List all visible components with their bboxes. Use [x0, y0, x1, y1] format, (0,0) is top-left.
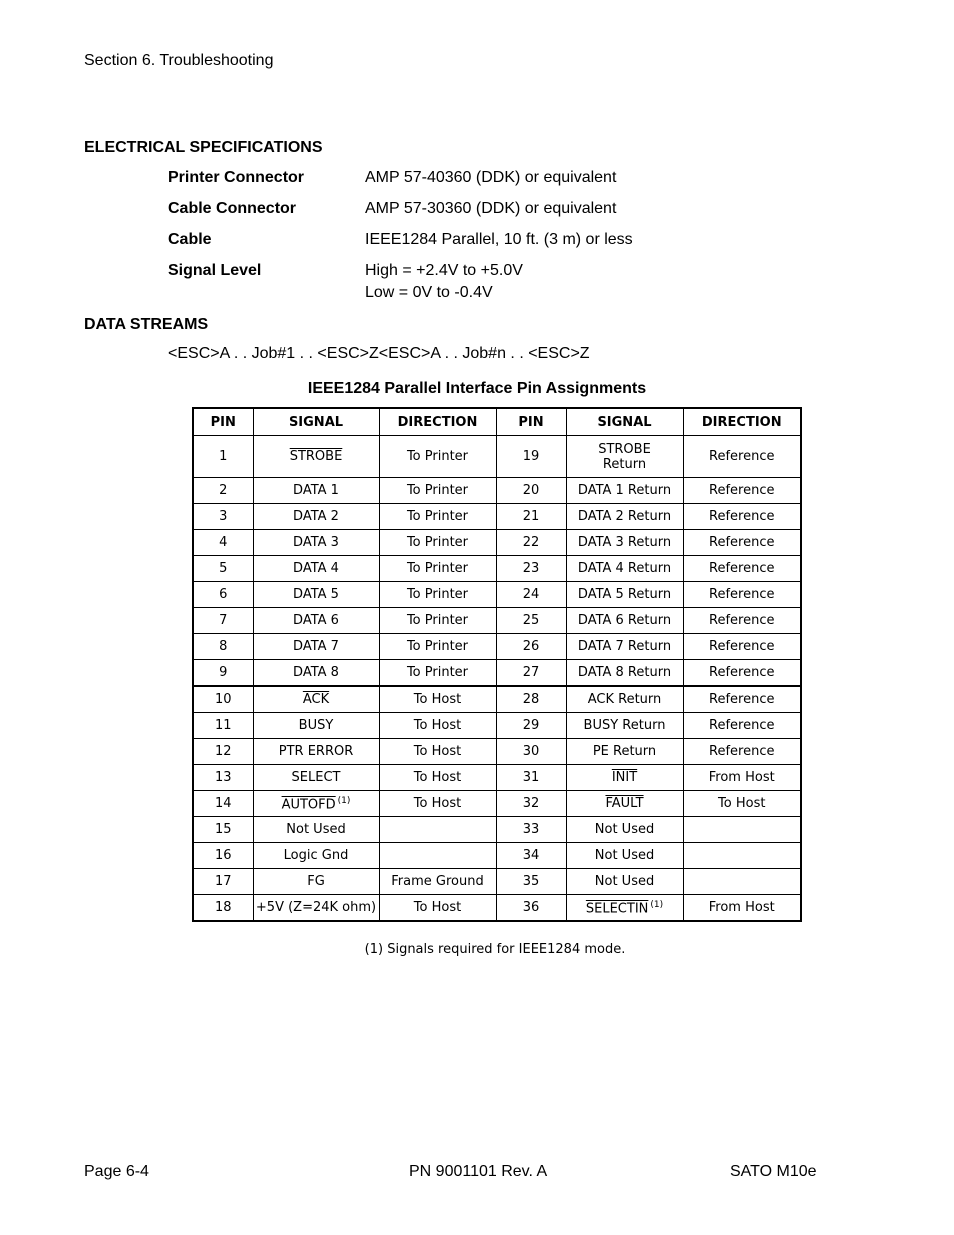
- table-cell: 35: [496, 869, 566, 895]
- spec-label-cable-connector: Cable Connector: [168, 200, 297, 217]
- table-cell: DATA 4: [253, 556, 379, 582]
- footer-model: SATO M10e: [730, 1163, 817, 1180]
- table-cell: DATA 1 Return: [566, 478, 683, 504]
- table-row: [193, 869, 801, 895]
- table-cell: 12: [193, 739, 253, 765]
- table-cell: To Printer: [379, 556, 496, 582]
- table-row: [193, 530, 801, 556]
- table-cell: [253, 791, 379, 817]
- table-cell: Reference: [683, 436, 801, 478]
- table-cell: 27: [496, 660, 566, 687]
- table-row: [193, 608, 801, 634]
- table-cell: 33: [496, 817, 566, 843]
- table-cell: Reference: [683, 660, 801, 687]
- table-row: [193, 660, 801, 687]
- electrical-specs-heading: ELECTRICAL SPECIFICATIONS: [84, 139, 323, 156]
- table-row: [193, 791, 801, 817]
- table-cell: [566, 895, 683, 922]
- table-cell: DATA 7: [253, 634, 379, 660]
- table-row: [193, 556, 801, 582]
- table-footnote: (1) Signals required for IEEE1284 mode.: [364, 942, 626, 957]
- table-cell: To Host: [379, 791, 496, 817]
- active-low-signal-name: AUTOFD: [281, 797, 336, 813]
- table-cell: PE Return: [566, 739, 683, 765]
- table-cell: [566, 791, 683, 817]
- table-cell: To Printer: [379, 478, 496, 504]
- table-row: [193, 504, 801, 530]
- table-cell: DATA 5: [253, 582, 379, 608]
- table-cell: 29: [496, 713, 566, 739]
- table-cell: 11: [193, 713, 253, 739]
- table-cell: 13: [193, 765, 253, 791]
- table-cell: 28: [496, 686, 566, 713]
- table-cell: To Printer: [379, 530, 496, 556]
- table-cell: [379, 817, 496, 843]
- table-cell: Reference: [683, 504, 801, 530]
- table-cell: [566, 765, 683, 791]
- table-cell: 18: [193, 895, 253, 922]
- table-cell: DATA 3 Return: [566, 530, 683, 556]
- table-row: [193, 582, 801, 608]
- data-streams-heading: DATA STREAMS: [84, 316, 209, 333]
- table-cell: 1: [193, 436, 253, 478]
- spec-value-cable-connector: AMP 57-30360 (DDK) or equivalent: [365, 200, 617, 217]
- table-cell: DATA 6 Return: [566, 608, 683, 634]
- table-cell: Logic Gnd: [253, 843, 379, 869]
- active-low-signal-name: SELECTIN: [585, 901, 649, 917]
- table-cell: Reference: [683, 713, 801, 739]
- table-row: [193, 817, 801, 843]
- table-cell: 10: [193, 686, 253, 713]
- table-cell: [683, 869, 801, 895]
- table-cell: 17: [193, 869, 253, 895]
- table-cell: To Host: [379, 739, 496, 765]
- table-cell: DATA 8 Return: [566, 660, 683, 687]
- table-cell: 5: [193, 556, 253, 582]
- table-cell: DATA 5 Return: [566, 582, 683, 608]
- table-row: [193, 739, 801, 765]
- table-cell: To Printer: [379, 436, 496, 478]
- table-cell: 4: [193, 530, 253, 556]
- table-cell: FG: [253, 869, 379, 895]
- table-cell: DATA 3: [253, 530, 379, 556]
- table-cell: Reference: [683, 530, 801, 556]
- table-cell: ACK Return: [566, 686, 683, 713]
- table-cell: PTR ERROR: [253, 739, 379, 765]
- table-cell: To Printer: [379, 504, 496, 530]
- table-cell: [683, 843, 801, 869]
- table-cell: To Host: [379, 895, 496, 922]
- table-cell: Frame Ground: [379, 869, 496, 895]
- table-cell: 22: [496, 530, 566, 556]
- table-row: [193, 478, 801, 504]
- column-header: SIGNAL: [566, 408, 683, 436]
- table-cell: To Printer: [379, 660, 496, 687]
- table-cell: To Host: [683, 791, 801, 817]
- table-cell: [683, 817, 801, 843]
- pin-table-body: [193, 436, 801, 922]
- table-cell: Reference: [683, 478, 801, 504]
- table-cell: Not Used: [566, 869, 683, 895]
- table-cell: DATA 6: [253, 608, 379, 634]
- table-cell: Reference: [683, 634, 801, 660]
- table-header-row: [193, 408, 801, 436]
- table-title: IEEE1284 Parallel Interface Pin Assignments: [307, 380, 647, 397]
- active-low-signal-name: STROBE: [289, 449, 343, 464]
- spec-value-printer-connector: AMP 57-40360 (DDK) or equivalent: [365, 169, 617, 186]
- table-cell: [253, 436, 379, 478]
- table-cell: 36: [496, 895, 566, 922]
- table-row: [193, 713, 801, 739]
- active-low-signal-name: $\overline{ACK}$: [302, 692, 330, 707]
- table-row: [193, 686, 801, 713]
- table-cell: 26: [496, 634, 566, 660]
- table-cell: 8: [193, 634, 253, 660]
- table-cell: 15: [193, 817, 253, 843]
- table-cell: BUSY: [253, 713, 379, 739]
- column-header: DIRECTION: [683, 408, 801, 436]
- pin-assignment-table: [192, 407, 802, 922]
- table-cell: To Printer: [379, 608, 496, 634]
- table-row: [193, 895, 801, 922]
- table-cell: Not Used: [253, 817, 379, 843]
- table-cell: To Printer: [379, 582, 496, 608]
- table-cell: 20: [496, 478, 566, 504]
- table-cell: 7: [193, 608, 253, 634]
- table-cell: Not Used: [566, 843, 683, 869]
- table-cell: 30: [496, 739, 566, 765]
- table-cell: DATA 2: [253, 504, 379, 530]
- table-cell: DATA 2 Return: [566, 504, 683, 530]
- table-cell: 14: [193, 791, 253, 817]
- table-cell: To Host: [379, 713, 496, 739]
- column-header: PIN: [496, 408, 566, 436]
- table-cell: 2: [193, 478, 253, 504]
- table-cell: +5V (Z=24K ohm): [253, 895, 379, 922]
- active-low-signal-name: FAULT: [605, 796, 644, 811]
- table-cell: SELECT: [253, 765, 379, 791]
- table-cell: Reference: [683, 556, 801, 582]
- spec-value-cable: IEEE1284 Parallel, 10 ft. (3 m) or less: [365, 231, 633, 248]
- spec-label-cable: Cable: [168, 231, 212, 248]
- footnote-marker: (1): [650, 900, 664, 911]
- table-cell: 3: [193, 504, 253, 530]
- spec-value-signal-level-low: Low = 0V to -0.4V: [365, 284, 493, 301]
- table-cell: Not Used: [566, 817, 683, 843]
- table-row: [193, 843, 801, 869]
- data-stream-text: <ESC>A . . Job#1 . . <ESC>Z<ESC>A . . Job#n . . <ESC>Z: [168, 345, 590, 362]
- table-cell: DATA 8: [253, 660, 379, 687]
- table-cell: 25: [496, 608, 566, 634]
- footer-part-number: PN 9001101 Rev. A: [409, 1163, 548, 1180]
- table-cell: 6: [193, 582, 253, 608]
- table-cell: Reference: [683, 608, 801, 634]
- column-header: PIN: [193, 408, 253, 436]
- table-cell: From Host: [683, 895, 801, 922]
- footer-page-number: Page 6-4: [84, 1163, 149, 1180]
- table-cell: DATA 7 Return: [566, 634, 683, 660]
- footnote-marker: (1): [337, 796, 351, 807]
- table-cell: 19: [496, 436, 566, 478]
- table-cell: [253, 686, 379, 713]
- table-cell: Reference: [683, 582, 801, 608]
- table-cell: 34: [496, 843, 566, 869]
- table-row: [193, 765, 801, 791]
- column-header: DIRECTION: [379, 408, 496, 436]
- table-cell: 23: [496, 556, 566, 582]
- section-header: Section 6. Troubleshooting: [84, 52, 274, 69]
- table-cell: From Host: [683, 765, 801, 791]
- table-cell: 32: [496, 791, 566, 817]
- table-cell: To Printer: [379, 634, 496, 660]
- table-cell: STROBE Return: [566, 436, 683, 478]
- table-cell: Reference: [683, 739, 801, 765]
- column-header: SIGNAL: [253, 408, 379, 436]
- table-cell: To Host: [379, 686, 496, 713]
- table-cell: BUSY Return: [566, 713, 683, 739]
- spec-label-signal-level: Signal Level: [168, 262, 262, 279]
- table-cell: 24: [496, 582, 566, 608]
- table-cell: 9: [193, 660, 253, 687]
- table-cell: To Host: [379, 765, 496, 791]
- table-cell: 21: [496, 504, 566, 530]
- table-cell: Reference: [683, 686, 801, 713]
- table-cell: DATA 4 Return: [566, 556, 683, 582]
- spec-label-printer-connector: Printer Connector: [168, 169, 305, 186]
- spec-value-signal-level-high: High = +2.4V to +5.0V: [365, 262, 523, 279]
- table-row: [193, 634, 801, 660]
- table-cell: 31: [496, 765, 566, 791]
- table-cell: DATA 1: [253, 478, 379, 504]
- table-cell: 16: [193, 843, 253, 869]
- table-row: [193, 436, 801, 478]
- active-low-signal-name: INIT: [611, 770, 638, 785]
- table-cell: [379, 843, 496, 869]
